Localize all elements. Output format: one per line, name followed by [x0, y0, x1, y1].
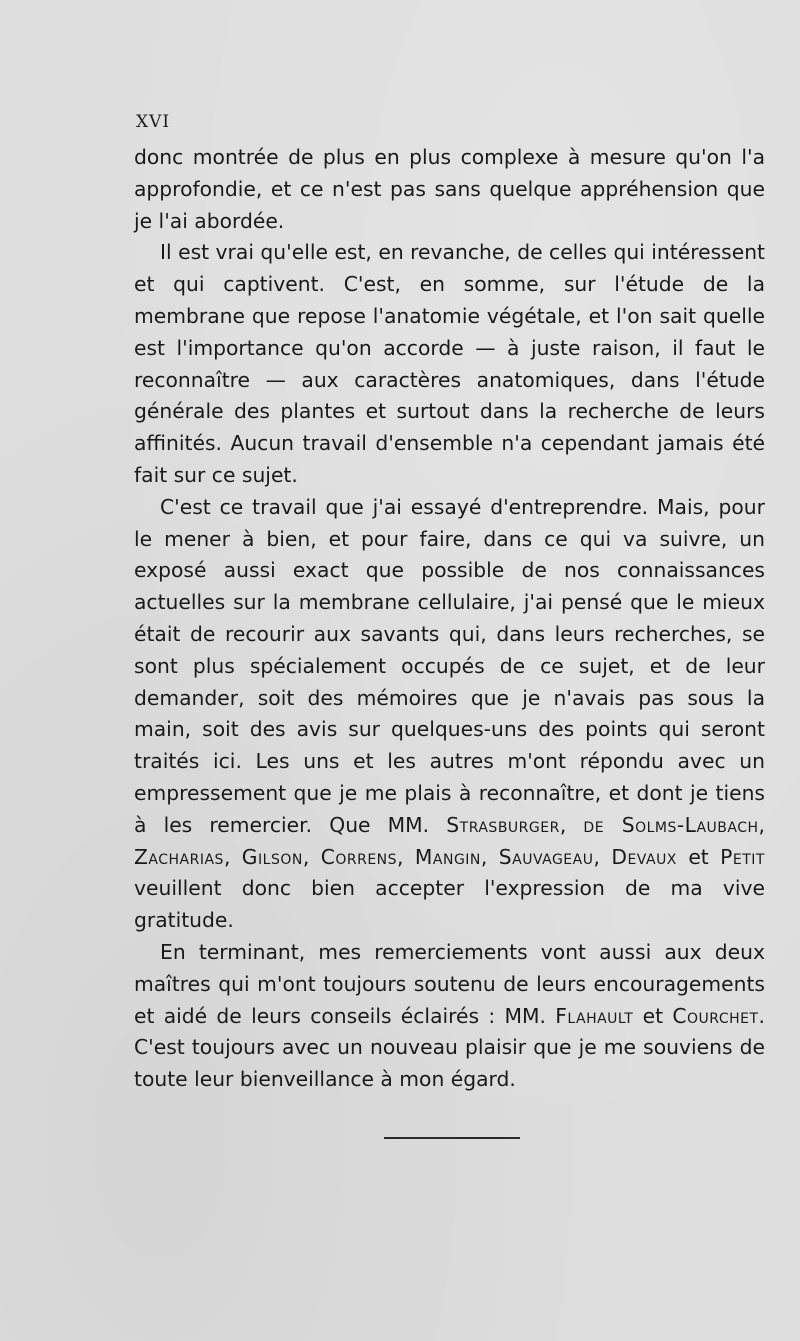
end-rule-divider: [384, 1137, 520, 1139]
name-mangin: Mangin: [414, 844, 481, 869]
paragraph-2: Il est vrai qu'elle est, en revanche, de celles qui intéressent et qui captivent. C'est, en somme, sur l'étude de la membrane que repose l'anatomie végétale, et l'on sait quelle est l'importance qu'on accorde — à juste raison, il faut le reconnaître — aux caractères anatomiques, dans l'étude générale des plantes et surtout dans la recherche de leurs affinités. Aucun travail d'ensemble n'a cependant jamais été fait sur ce sujet.: [134, 240, 765, 487]
body-text: [134, 142, 765, 1096]
name-devaux: Devaux: [611, 844, 677, 869]
paragraph-4-text-end: . C'est toujours avec un nouveau plaisir que je me souviens de toute leur bienveillance à mon égard.: [134, 1003, 765, 1092]
name-sauvageau: Sauvageau: [498, 844, 594, 869]
paragraph-3-text-start: C'est ce travail que j'ai essayé d'entreprendre. Mais, pour le mener à bien, et pour faire, dans ce qui va suivre, un exposé aussi exact que possible de nos connaissances actuelles sur la membrane cellulaire, j'ai pensé que le mieux était de recourir aux savants qui, dans leurs recherches, se sont plus spécialement occupés de ce sujet, et de leur demander, soit des mémoires que je n'avais pas sous la main, soit des avis sur quelques-uns des points qui seront traités ici. Les uns et les autres m'ont répondu avec un empressement que je me plais à reconnaître, et dont je tiens à les remercier. Que MM.: [134, 494, 765, 837]
paragraph-1: donc montrée de plus en plus complexe à mesure qu'on l'a approfondie, et ce n'est pas sans quelque appréhension que je l'ai abordée.: [134, 145, 765, 233]
name-strasburger: Strasburger: [446, 812, 560, 837]
name-petit: Petit: [720, 844, 765, 869]
name-correns: Correns: [320, 844, 398, 869]
name-flahault: Flahault: [555, 1003, 634, 1028]
paragraph-4: En terminant, mes remerciements vont aussi aux deux maîtres qui m'ont toujours soutenu de leurs encouragements et aidé de leurs conseils éclairés : MM. Flahault et Courchet. C'est toujours avec un nouveau plaisir que je me souviens de toute leur bienveillance à mon égard.: [134, 939, 765, 1092]
paragraph-3-text-end: veuillent donc bien accepter l'expression de ma vive gratitude.: [134, 876, 765, 933]
name-solms-laubach: de Solms-Laubach: [583, 812, 759, 837]
name-zacharias: Zacharias: [134, 844, 224, 869]
paragraph-3: C'est ce travail que j'ai essayé d'entreprendre. Mais, pour le mener à bien, et pour faire, dans ce qui va suivre, un exposé aussi exact que possible de nos connaissances actuelles sur la membrane cellulaire, j'ai pensé que le mieux était de recourir aux savants qui, dans leurs recherches, se sont plus spécialement occupés de ce sujet, et de leur demander, soit des mémoires que je n'avais pas sous la main, soit des avis sur quelques-uns des points qui seront traités ici. Les uns et les autres m'ont répondu avec un empressement que je me plais à reconnaître, et dont je tiens à les remercier. Que MM. Strasburger, de Solms-Laubach, Zacharias, Gilson, Correns, Mangin, Sauvageau, Devaux et Petit veuillent donc bien accepter l'expression de ma vive gratitude.: [134, 494, 765, 933]
page-number: XVI: [136, 112, 171, 132]
name-gilson: Gilson: [241, 844, 303, 869]
name-courchet: Courchet: [672, 1003, 759, 1028]
paragraph-4-text-start: En terminant, mes remerciements vont aussi aux deux maîtres qui m'ont toujours soutenu de leurs encouragements et aidé de leurs conseils éclairés : MM.: [134, 939, 765, 1028]
